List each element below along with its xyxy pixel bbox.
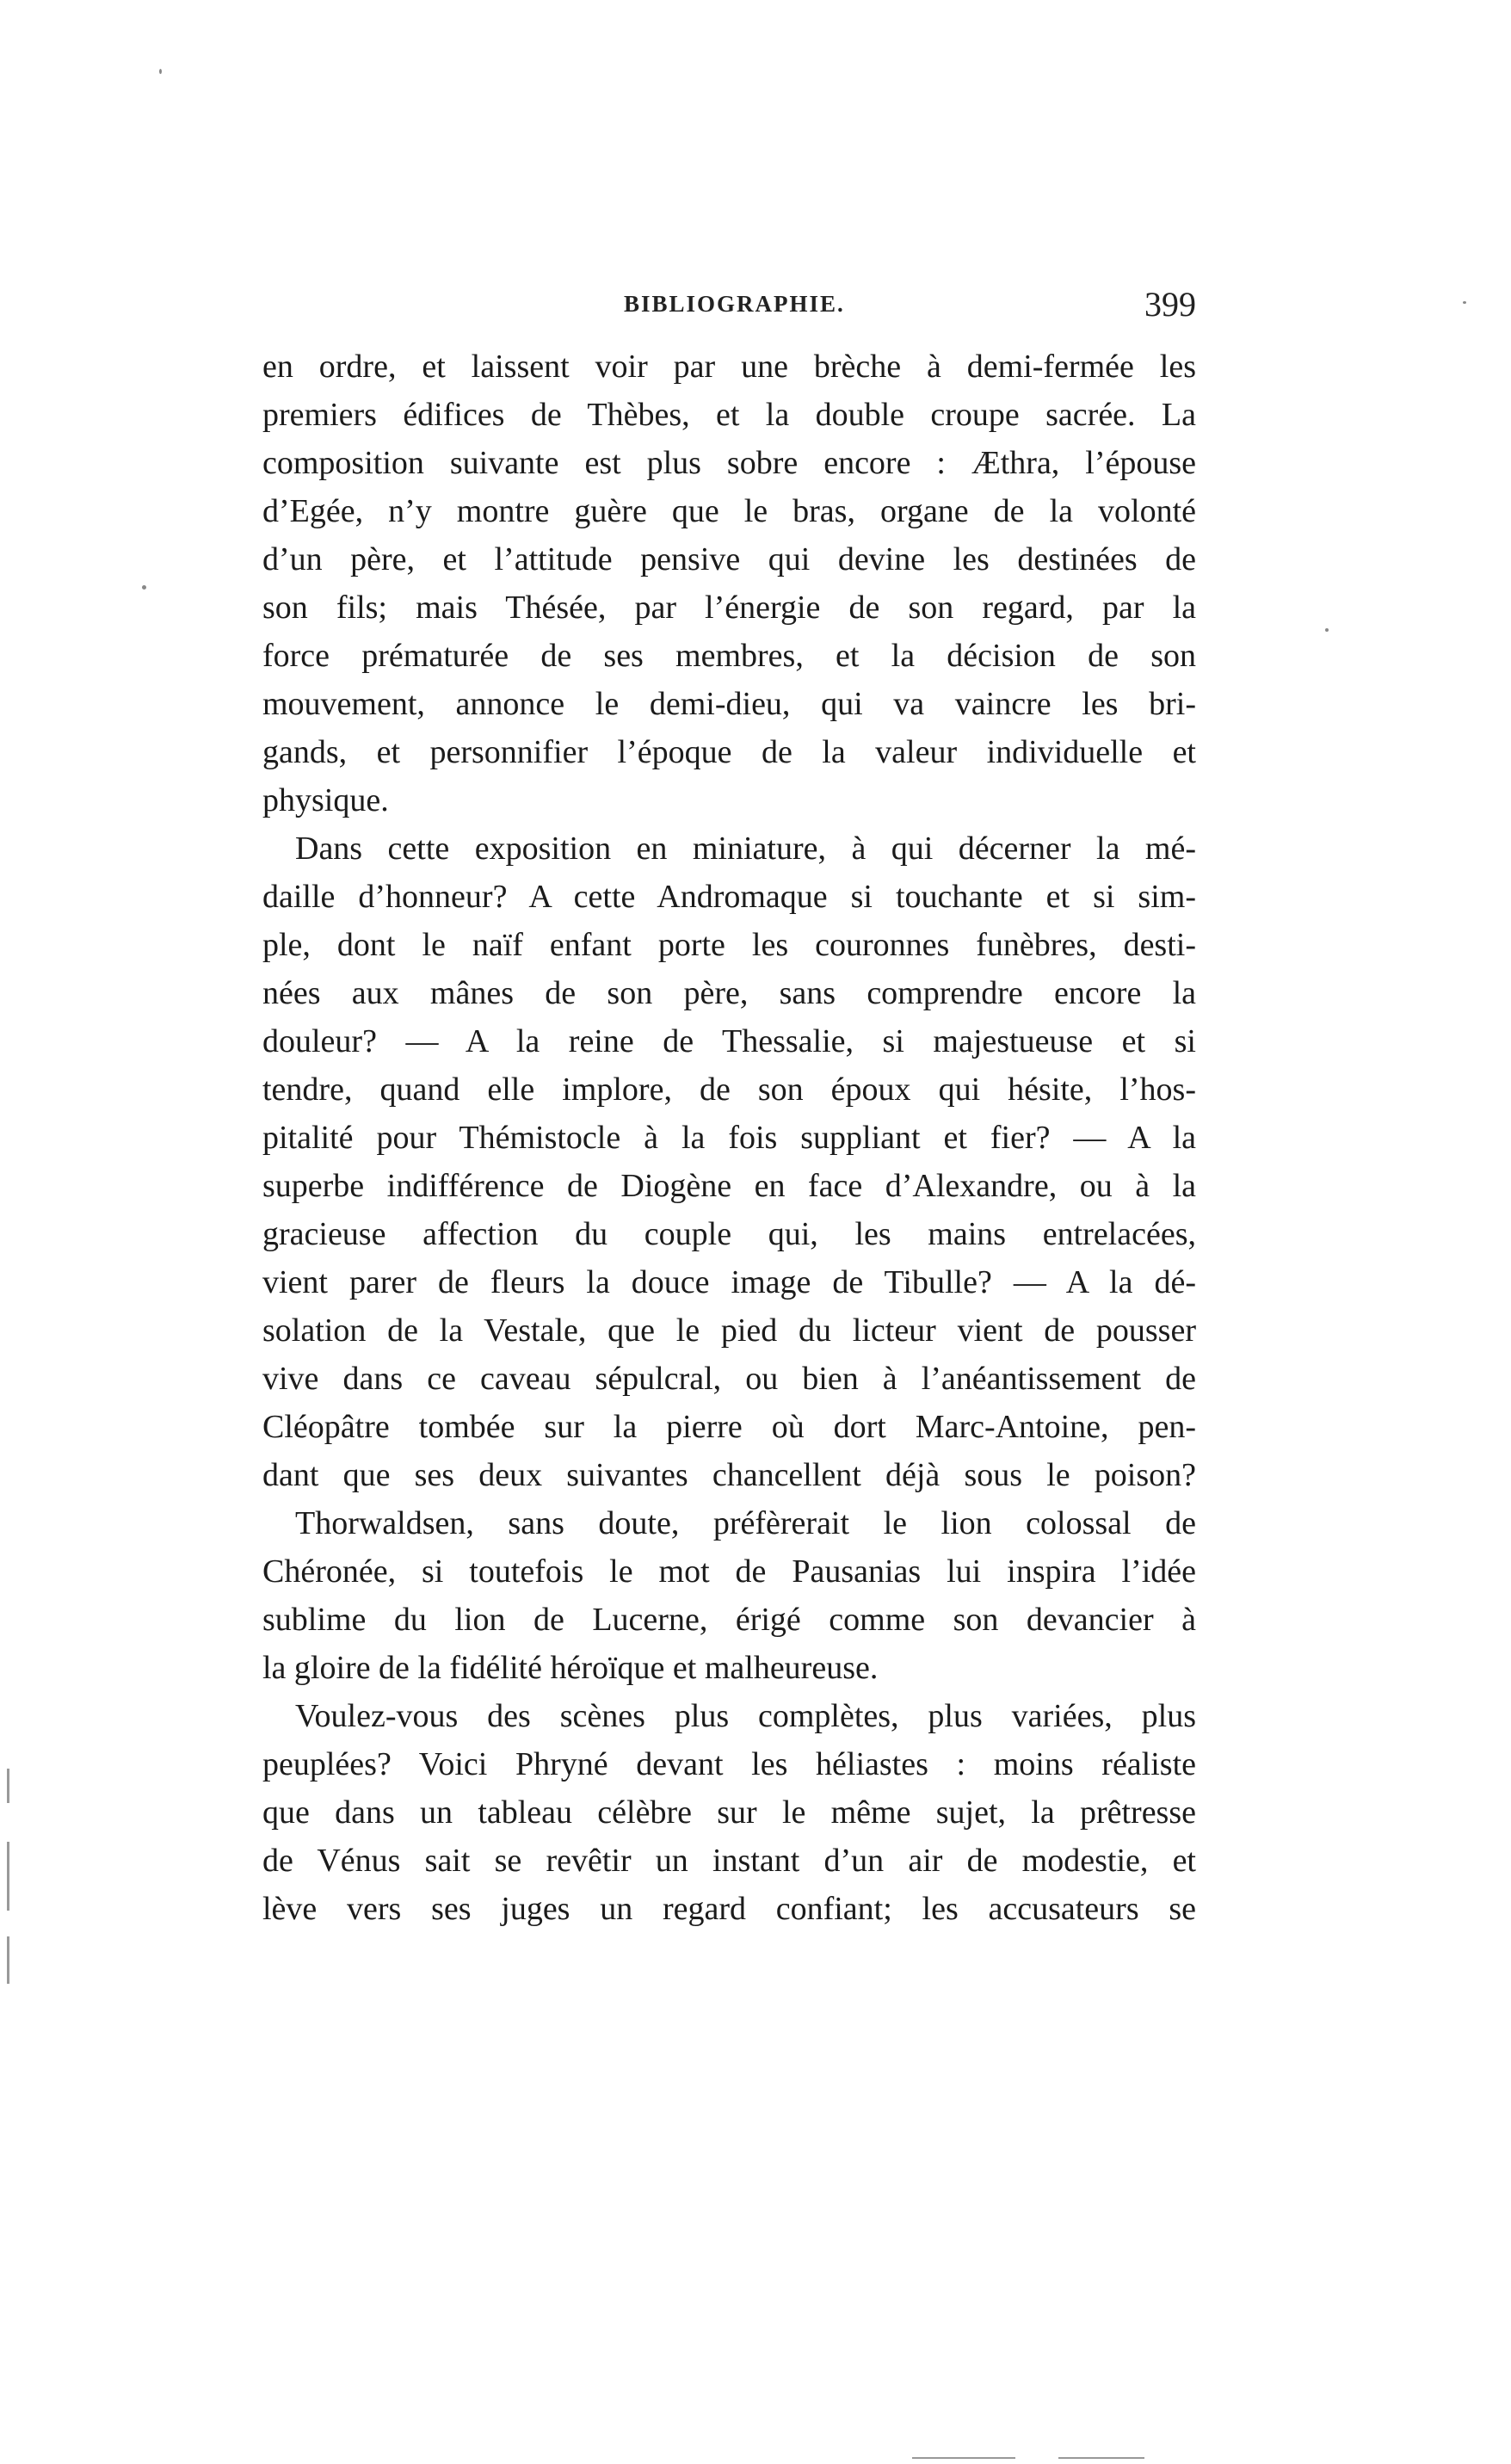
running-title: BIBLIOGRAPHIE. xyxy=(624,291,845,317)
text-line: la gloire de la fidélité héroïque et malheureuse. xyxy=(262,1650,879,1686)
text-line: Chéronée, si toutefois le mot de Pausanias lui inspira l’idée xyxy=(262,1553,1196,1590)
text-line: tendre, quand elle implore, de son époux qui hésite, l’hos- xyxy=(262,1071,1196,1108)
scan-speck xyxy=(159,69,162,74)
margin-mark xyxy=(7,1842,9,1911)
body-text xyxy=(262,343,1196,1933)
page-number: 399 xyxy=(1144,285,1196,324)
text-line: que dans un tableau célèbre sur le même sujet, la prêtresse xyxy=(262,1794,1196,1831)
text-line: peuplées? Voici Phryné devant les héliastes : moins réaliste xyxy=(262,1746,1196,1782)
text-line: Dans cette exposition en miniature, à qui décerner la mé- xyxy=(295,831,1196,867)
scan-speck xyxy=(142,585,146,590)
text-line: superbe indifférence de Diogène en face d’Alexandre, ou à la xyxy=(262,1168,1196,1204)
running-header xyxy=(262,284,1196,336)
text-line: sublime du lion de Lucerne, érigé comme son devancier à xyxy=(262,1602,1196,1638)
text-line: force prématurée de ses membres, et la décision de son xyxy=(262,638,1196,674)
text-line: d’Egée, n’y montre guère que le bras, organe de la volonté xyxy=(262,493,1196,529)
text-line: Cléopâtre tombée sur la pierre où dort Marc-Antoine, pen- xyxy=(262,1409,1196,1445)
text-line: composition suivante est plus sobre encore : Æthra, l’épouse xyxy=(262,445,1196,481)
text-line: nées aux mânes de son père, sans comprendre encore la xyxy=(262,975,1196,1011)
paragraph-3 xyxy=(262,1499,1196,1692)
scan-speck xyxy=(1463,301,1466,304)
text-line: ple, dont le naïf enfant porte les couronnes funèbres, desti- xyxy=(262,927,1196,963)
margin-mark xyxy=(7,1936,9,1984)
text-line: d’un père, et l’attitude pensive qui devine les destinées de xyxy=(262,541,1196,577)
paragraph-4 xyxy=(262,1692,1196,1933)
text-line: douleur? — A la reine de Thessalie, si majestueuse et si xyxy=(262,1023,1196,1059)
text-line: dant que ses deux suivantes chancellent déjà sous le poison? xyxy=(262,1457,1196,1493)
scan-speck xyxy=(1325,628,1329,632)
text-line: Thorwaldsen, sans doute, préfèrerait le lion colossal de xyxy=(295,1505,1196,1541)
text-line: pitalité pour Thémistocle à la fois suppliant et fier? — A la xyxy=(262,1120,1196,1156)
text-line: gracieuse affection du couple qui, les mains entrelacées, xyxy=(262,1216,1196,1252)
text-line: premiers édifices de Thèbes, et la double croupe sacrée. La xyxy=(262,397,1196,433)
margin-mark xyxy=(1058,2457,1144,2459)
text-line: son fils; mais Thésée, par l’énergie de son regard, par la xyxy=(262,590,1196,626)
text-line: mouvement, annonce le demi-dieu, qui va vaincre les bri- xyxy=(262,686,1196,722)
text-line: daille d’honneur? A cette Andromaque si touchante et si sim- xyxy=(262,879,1196,915)
text-line: vient parer de fleurs la douce image de Tibulle? — A la dé- xyxy=(262,1264,1196,1300)
text-line: physique. xyxy=(262,782,389,818)
margin-mark xyxy=(7,1769,9,1803)
text-line: Voulez-vous des scènes plus complètes, plus variées, plus xyxy=(295,1698,1196,1734)
text-line: lève vers ses juges un regard confiant; les accusateurs se xyxy=(262,1891,1196,1927)
paragraph-1 xyxy=(262,343,1196,824)
margin-mark xyxy=(912,2457,1015,2459)
text-line: en ordre, et laissent voir par une brèche à demi-fermée les xyxy=(262,349,1196,385)
text-line: gands, et personnifier l’époque de la valeur individuelle et xyxy=(262,734,1196,770)
text-line: vive dans ce caveau sépulcral, ou bien à l’anéantissement de xyxy=(262,1361,1196,1397)
paragraph-2 xyxy=(262,824,1196,1499)
text-line: de Vénus sait se revêtir un instant d’un air de modestie, et xyxy=(262,1843,1196,1879)
text-line: solation de la Vestale, que le pied du licteur vient de pousser xyxy=(262,1312,1196,1349)
